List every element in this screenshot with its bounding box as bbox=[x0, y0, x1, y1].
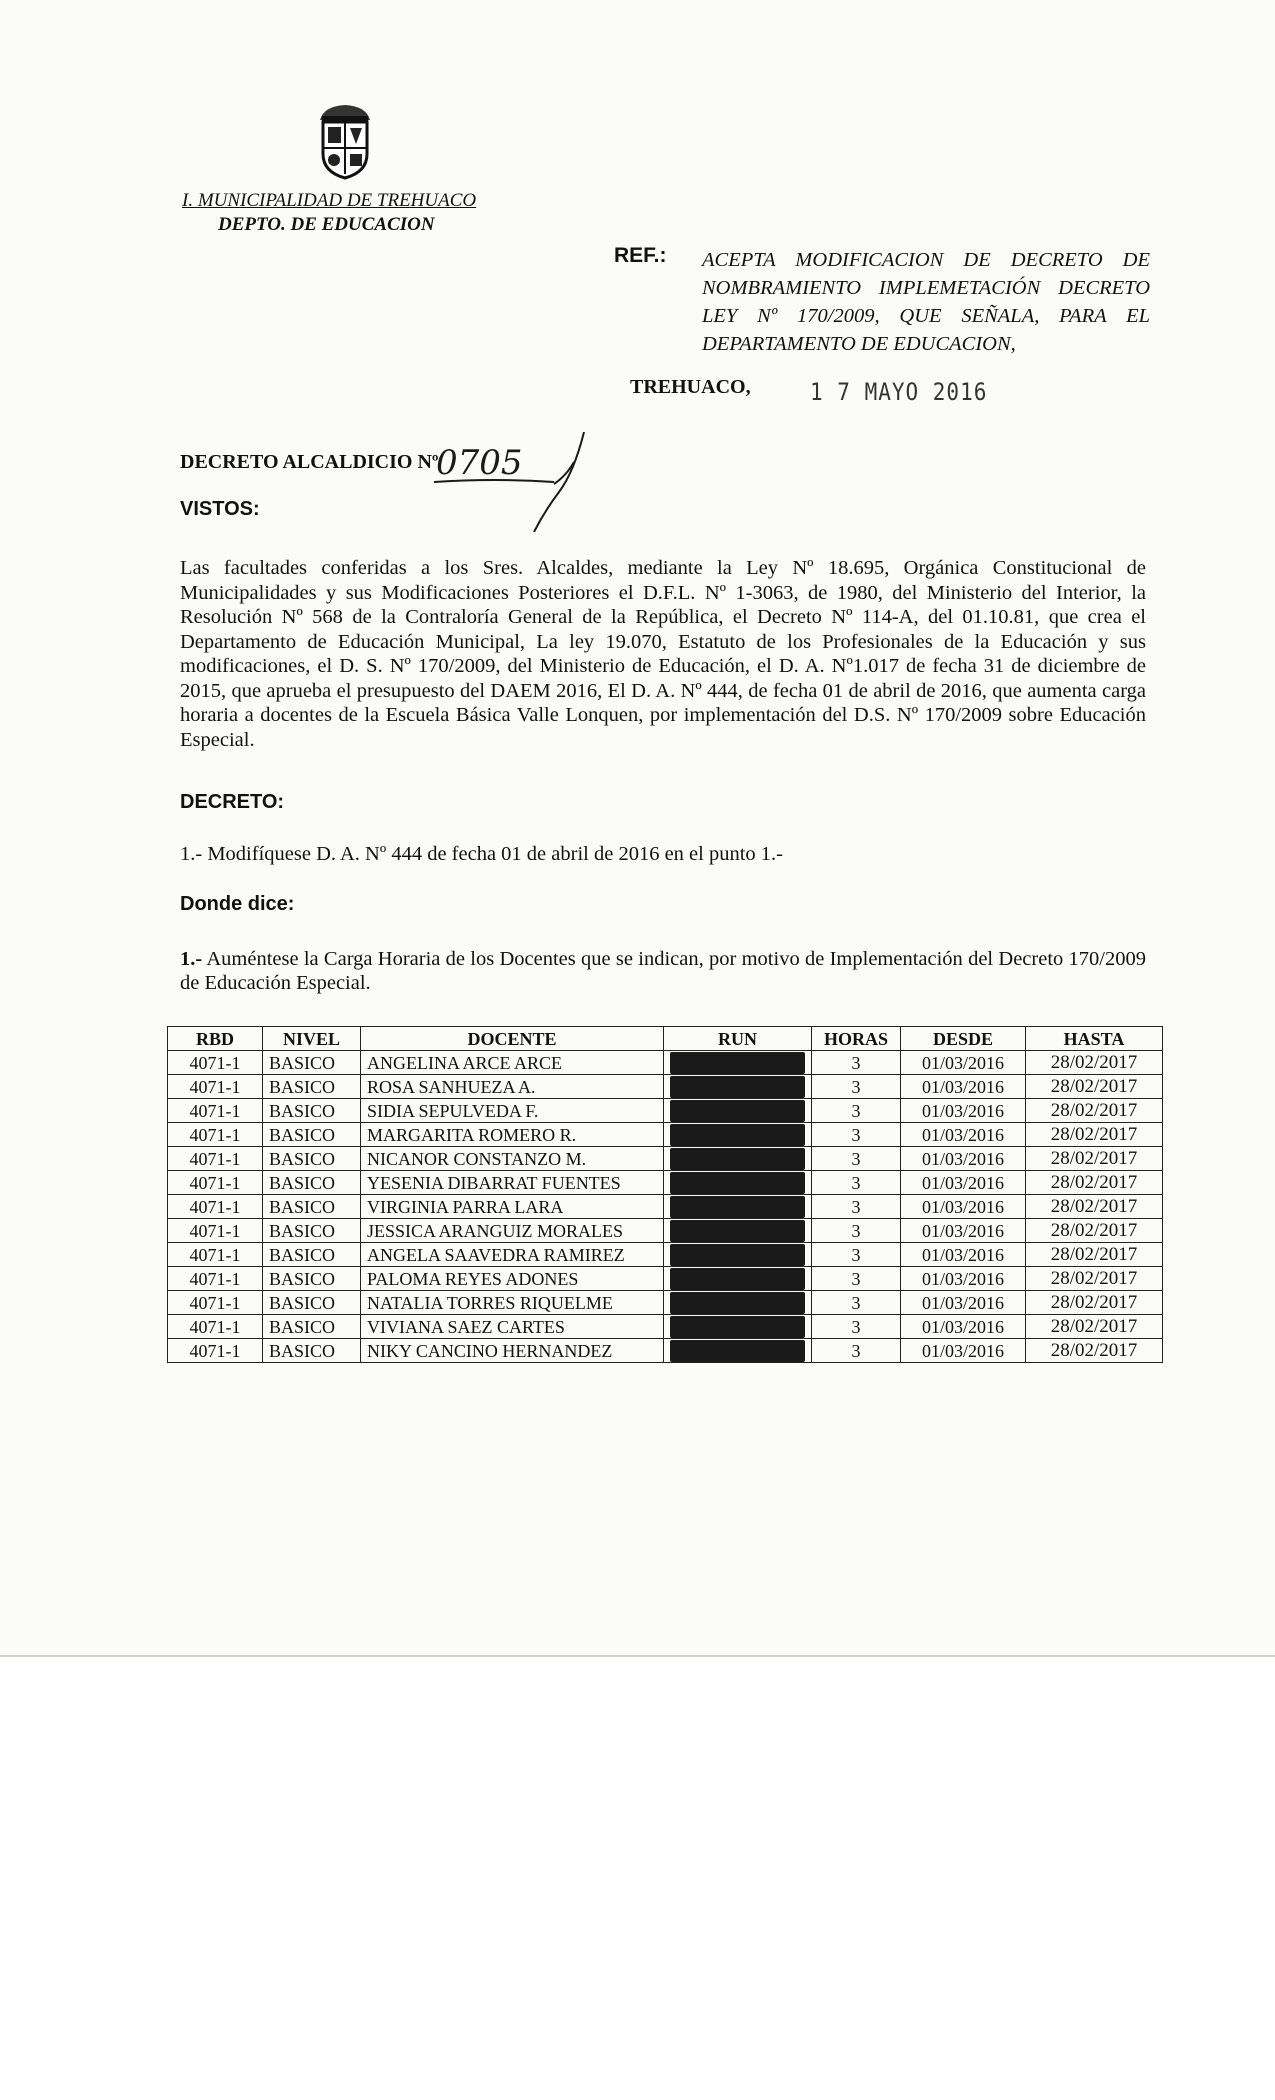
cell-horas: 3 bbox=[812, 1051, 901, 1075]
cell-hasta: 28/02/2017 bbox=[1026, 1171, 1163, 1195]
donde-dice-heading: Donde dice: bbox=[180, 893, 295, 915]
cell-nivel: BASICO bbox=[263, 1123, 361, 1147]
cell-hasta: 28/02/2017 bbox=[1026, 1075, 1163, 1099]
cell-docente: VIVIANA SAEZ CARTES bbox=[361, 1315, 664, 1339]
cell-rbd: 4071-1 bbox=[168, 1219, 263, 1243]
cell-rbd: 4071-1 bbox=[168, 1315, 263, 1339]
cell-docente: ANGELINA ARCE ARCE bbox=[361, 1051, 664, 1075]
redacted-run bbox=[670, 1220, 805, 1242]
ref-label: REF.: bbox=[614, 244, 667, 267]
item-number: 1.- bbox=[180, 948, 203, 970]
table-row bbox=[168, 1195, 1163, 1219]
decreto-heading: DECRETO: bbox=[180, 791, 285, 813]
cell-nivel: BASICO bbox=[263, 1195, 361, 1219]
cell-run bbox=[664, 1267, 812, 1291]
cell-docente: ROSA SANHUEZA A. bbox=[361, 1075, 664, 1099]
redacted-run bbox=[670, 1196, 805, 1218]
cell-run bbox=[664, 1051, 812, 1075]
cell-horas: 3 bbox=[812, 1291, 901, 1315]
table-row bbox=[168, 1099, 1163, 1123]
department-name: DEPTO. DE EDUCACION bbox=[218, 214, 435, 235]
cell-docente: ANGELA SAAVEDRA RAMIREZ bbox=[361, 1243, 664, 1267]
decree-number-label: DECRETO ALCALDICIO Nº bbox=[180, 451, 439, 473]
cell-rbd: 4071-1 bbox=[168, 1147, 263, 1171]
cell-nivel: BASICO bbox=[263, 1243, 361, 1267]
cell-horas: 3 bbox=[812, 1243, 901, 1267]
cell-horas: 3 bbox=[812, 1219, 901, 1243]
handwritten-decree-number bbox=[434, 432, 614, 532]
cell-run bbox=[664, 1099, 812, 1123]
col-header-docente: DOCENTE bbox=[361, 1027, 664, 1051]
redacted-run bbox=[670, 1244, 805, 1266]
table-row bbox=[168, 1267, 1163, 1291]
cell-hasta: 28/02/2017 bbox=[1026, 1195, 1163, 1219]
decreto-item-2 bbox=[180, 947, 1146, 995]
redacted-run bbox=[670, 1100, 805, 1122]
decreto-item-1: 1.- Modifíquese D. A. Nº 444 de fecha 01 de abril de 2016 en el punto 1.- bbox=[180, 843, 783, 865]
cell-docente: NATALIA TORRES RIQUELME bbox=[361, 1291, 664, 1315]
cell-desde: 01/03/2016 bbox=[901, 1075, 1026, 1099]
cell-nivel: BASICO bbox=[263, 1315, 361, 1339]
table-row bbox=[168, 1315, 1163, 1339]
cell-desde: 01/03/2016 bbox=[901, 1123, 1026, 1147]
cell-docente: SIDIA SEPULVEDA F. bbox=[361, 1099, 664, 1123]
redacted-run bbox=[670, 1052, 805, 1074]
cell-nivel: BASICO bbox=[263, 1099, 361, 1123]
cell-horas: 3 bbox=[812, 1099, 901, 1123]
cell-desde: 01/03/2016 bbox=[901, 1099, 1026, 1123]
table-row bbox=[168, 1243, 1163, 1267]
ref-subject: ACEPTA MODIFICACION DE DECRETO DE NOMBRAMIENTO IMPLEMETACIÓN DECRETO LEY Nº 170/2009, QUE SEÑALA, PARA EL DEPARTAMENTO DE EDUCACION, bbox=[702, 249, 1150, 355]
cell-hasta: 28/02/2017 bbox=[1026, 1147, 1163, 1171]
cell-nivel: BASICO bbox=[263, 1147, 361, 1171]
table-row bbox=[168, 1291, 1163, 1315]
municipality-name: I. MUNICIPALIDAD DE TREHUACO bbox=[182, 190, 477, 211]
cell-run bbox=[664, 1243, 812, 1267]
decree-number: 0705 bbox=[436, 443, 523, 483]
table-row bbox=[168, 1147, 1163, 1171]
cell-horas: 3 bbox=[812, 1147, 901, 1171]
cell-rbd: 4071-1 bbox=[168, 1123, 263, 1147]
vistos-heading: VISTOS: bbox=[180, 498, 260, 520]
cell-rbd: 4071-1 bbox=[168, 1243, 263, 1267]
cell-hasta: 28/02/2017 bbox=[1026, 1291, 1163, 1315]
cell-run bbox=[664, 1291, 812, 1315]
table-body bbox=[168, 1051, 1163, 1363]
cell-hasta: 28/02/2017 bbox=[1026, 1219, 1163, 1243]
redacted-run bbox=[670, 1316, 805, 1338]
teacher-hours-table bbox=[167, 1026, 1163, 1363]
col-header-horas: HORAS bbox=[812, 1027, 901, 1051]
table-row bbox=[168, 1051, 1163, 1075]
col-header-run: RUN bbox=[664, 1027, 812, 1051]
cell-rbd: 4071-1 bbox=[168, 1267, 263, 1291]
table-row bbox=[168, 1171, 1163, 1195]
redacted-run bbox=[670, 1268, 805, 1290]
cell-run bbox=[664, 1075, 812, 1099]
cell-run bbox=[664, 1315, 812, 1339]
cell-nivel: BASICO bbox=[263, 1051, 361, 1075]
col-header-hasta: HASTA bbox=[1026, 1027, 1163, 1051]
cell-nivel: BASICO bbox=[263, 1075, 361, 1099]
cell-run bbox=[664, 1219, 812, 1243]
col-header-nivel: NIVEL bbox=[263, 1027, 361, 1051]
cell-hasta: 28/02/2017 bbox=[1026, 1099, 1163, 1123]
cell-hasta: 28/02/2017 bbox=[1026, 1339, 1163, 1363]
cell-horas: 3 bbox=[812, 1195, 901, 1219]
item-text: Auméntese la Carga Horaria de los Docentes que se indican, por motivo de Implementación del Decreto 170/2009 de Educación Especial. bbox=[180, 948, 1146, 994]
redacted-run bbox=[670, 1340, 805, 1362]
cell-hasta: 28/02/2017 bbox=[1026, 1315, 1163, 1339]
vistos-paragraph: Las facultades conferidas a los Sres. Alcaldes, mediante la Ley Nº 18.695, Orgánica Constitucional de Municipalidades y sus Modificaciones Posteriores el D.F.L. Nº 1-3063, de 1980, del Ministerio del Interior, la Resolución Nº 568 de la Contraloría General de la República, el Decreto Nº 114-A, del 01.10.81, que crea el Departamento de Educación Municipal, La ley 19.070, Estatuto de los Profesionales de la Educación y sus modificaciones, el D. S. Nº 170/2009, del Ministerio de Educación, el D. A. Nº1.017 de fecha 31 de diciembre de 2015, que aprueba el presupuesto del DAEM 2016, El D. A. Nº 444, de fecha 01 de abril de 2016, que aumenta carga horaria a docentes de la Escuela Básica Valle Lonquen, por implementación del D.S. Nº 170/2009 sobre Educación Especial. bbox=[180, 557, 1146, 751]
cell-nivel: BASICO bbox=[263, 1291, 361, 1315]
municipal-crest-icon bbox=[314, 102, 376, 180]
cell-desde: 01/03/2016 bbox=[901, 1171, 1026, 1195]
cell-horas: 3 bbox=[812, 1315, 901, 1339]
table-row bbox=[168, 1219, 1163, 1243]
col-header-desde: DESDE bbox=[901, 1027, 1026, 1051]
cell-horas: 3 bbox=[812, 1339, 901, 1363]
cell-hasta: 28/02/2017 bbox=[1026, 1243, 1163, 1267]
cell-hasta: 28/02/2017 bbox=[1026, 1123, 1163, 1147]
table-header-row bbox=[168, 1027, 1163, 1051]
cell-run bbox=[664, 1195, 812, 1219]
cell-rbd: 4071-1 bbox=[168, 1195, 263, 1219]
cell-desde: 01/03/2016 bbox=[901, 1243, 1026, 1267]
cell-docente: PALOMA REYES ADONES bbox=[361, 1267, 664, 1291]
cell-docente: JESSICA ARANGUIZ MORALES bbox=[361, 1219, 664, 1243]
redacted-run bbox=[670, 1124, 805, 1146]
cell-run bbox=[664, 1171, 812, 1195]
redacted-run bbox=[670, 1292, 805, 1314]
redacted-run bbox=[670, 1148, 805, 1170]
redacted-run bbox=[670, 1172, 805, 1194]
cell-desde: 01/03/2016 bbox=[901, 1315, 1026, 1339]
cell-horas: 3 bbox=[812, 1123, 901, 1147]
redacted-run bbox=[670, 1076, 805, 1098]
cell-run bbox=[664, 1123, 812, 1147]
cell-rbd: 4071-1 bbox=[168, 1171, 263, 1195]
date-stamp: 1 7 MAYO 2016 bbox=[810, 378, 988, 406]
cell-desde: 01/03/2016 bbox=[901, 1195, 1026, 1219]
cell-docente: MARGARITA ROMERO R. bbox=[361, 1123, 664, 1147]
page-edge bbox=[0, 1655, 1275, 1657]
cell-run bbox=[664, 1147, 812, 1171]
cell-docente: NIKY CANCINO HERNANDEZ bbox=[361, 1339, 664, 1363]
cell-horas: 3 bbox=[812, 1171, 901, 1195]
cell-rbd: 4071-1 bbox=[168, 1339, 263, 1363]
cell-nivel: BASICO bbox=[263, 1267, 361, 1291]
cell-hasta: 28/02/2017 bbox=[1026, 1051, 1163, 1075]
cell-docente: VIRGINIA PARRA LARA bbox=[361, 1195, 664, 1219]
cell-desde: 01/03/2016 bbox=[901, 1147, 1026, 1171]
city-label: TREHUACO, bbox=[630, 376, 751, 398]
cell-rbd: 4071-1 bbox=[168, 1051, 263, 1075]
cell-run bbox=[664, 1339, 812, 1363]
col-header-rbd: RBD bbox=[168, 1027, 263, 1051]
table-row bbox=[168, 1339, 1163, 1363]
cell-desde: 01/03/2016 bbox=[901, 1219, 1026, 1243]
cell-hasta: 28/02/2017 bbox=[1026, 1267, 1163, 1291]
table-row bbox=[168, 1075, 1163, 1099]
cell-nivel: BASICO bbox=[263, 1339, 361, 1363]
cell-desde: 01/03/2016 bbox=[901, 1051, 1026, 1075]
cell-desde: 01/03/2016 bbox=[901, 1267, 1026, 1291]
table-row bbox=[168, 1123, 1163, 1147]
cell-nivel: BASICO bbox=[263, 1219, 361, 1243]
cell-desde: 01/03/2016 bbox=[901, 1339, 1026, 1363]
cell-desde: 01/03/2016 bbox=[901, 1291, 1026, 1315]
cell-rbd: 4071-1 bbox=[168, 1099, 263, 1123]
cell-horas: 3 bbox=[812, 1075, 901, 1099]
cell-docente: YESENIA DIBARRAT FUENTES bbox=[361, 1171, 664, 1195]
cell-nivel: BASICO bbox=[263, 1171, 361, 1195]
cell-docente: NICANOR CONSTANZO M. bbox=[361, 1147, 664, 1171]
cell-horas: 3 bbox=[812, 1267, 901, 1291]
cell-rbd: 4071-1 bbox=[168, 1075, 263, 1099]
cell-rbd: 4071-1 bbox=[168, 1291, 263, 1315]
